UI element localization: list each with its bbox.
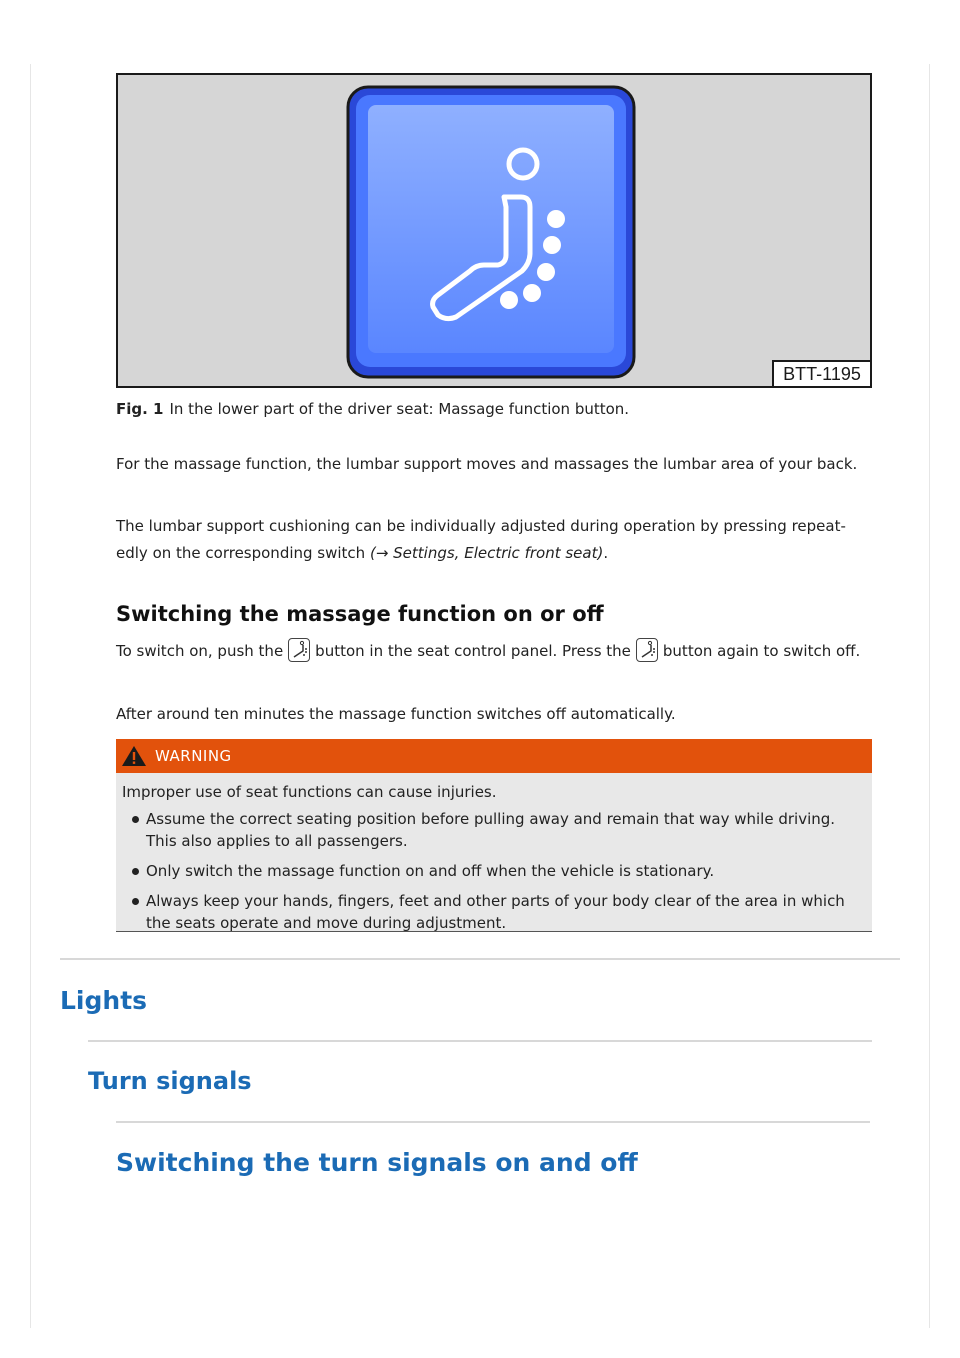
warning-label: WARNING [155, 747, 232, 765]
section-title-massage: Switching the massage function on or off [116, 602, 604, 626]
divider [60, 958, 900, 960]
cross-reference-link[interactable]: (→ Settings, Electric front seat) [369, 544, 604, 562]
page-margin-right [929, 64, 930, 1328]
massage-button-inline-icon [636, 638, 658, 662]
list-item: Assume the correct seating position before pulling away and remain that way while driving. This also applies to all passengers. [122, 808, 862, 852]
paragraph-lumbar [116, 513, 866, 567]
heading-turn-signals[interactable]: Turn signals [88, 1067, 252, 1095]
paragraph-lumbar-text: The lumbar support cushioning can be individually adjusted during operation by pressing repeat-edly on the corresponding switch [116, 517, 846, 562]
switch-on-text-a: To switch on, push the [116, 642, 284, 660]
warning-header [116, 739, 872, 773]
massage-button-image [346, 85, 636, 379]
figure-code: BTT-1195 [772, 360, 870, 386]
warning-lead: Improper use of seat functions can cause injuries. [122, 783, 497, 801]
divider [116, 1121, 870, 1123]
paragraph-lumbar-end: . [603, 544, 609, 562]
list-item: Always keep your hands, fingers, feet and other parts of your body clear of the area in which the seats operate and move during adjustment. [122, 890, 862, 934]
warning-body [116, 773, 872, 932]
figure-caption [116, 400, 629, 418]
figure-label: Fig. 1 [116, 400, 164, 418]
warning-triangle-icon [121, 745, 147, 767]
paragraph-auto-off: After around ten minutes the massage function switches off automatically. [116, 705, 676, 723]
switch-on-text-c: button again to switch off. [662, 642, 861, 660]
divider [88, 1040, 872, 1042]
heading-switching-turn-signals[interactable]: Switching the turn signals on and off [116, 1148, 638, 1177]
figure-caption-text: In the lower part of the driver seat: Massage function button. [169, 400, 630, 418]
warning-list [122, 808, 862, 942]
figure-massage-button [116, 73, 872, 388]
massage-button-inline-icon [288, 638, 310, 662]
page-margin-left [30, 64, 31, 1328]
heading-lights[interactable]: Lights [60, 986, 148, 1015]
list-item: Only switch the massage function on and off when the vehicle is stationary. [122, 860, 862, 882]
paragraph-massage-intro: For the massage function, the lumbar support moves and massages the lumbar area of your back. [116, 455, 858, 473]
paragraph-switch-on [116, 638, 866, 665]
switch-on-text-b: button in the seat control panel. Press the [315, 642, 631, 660]
